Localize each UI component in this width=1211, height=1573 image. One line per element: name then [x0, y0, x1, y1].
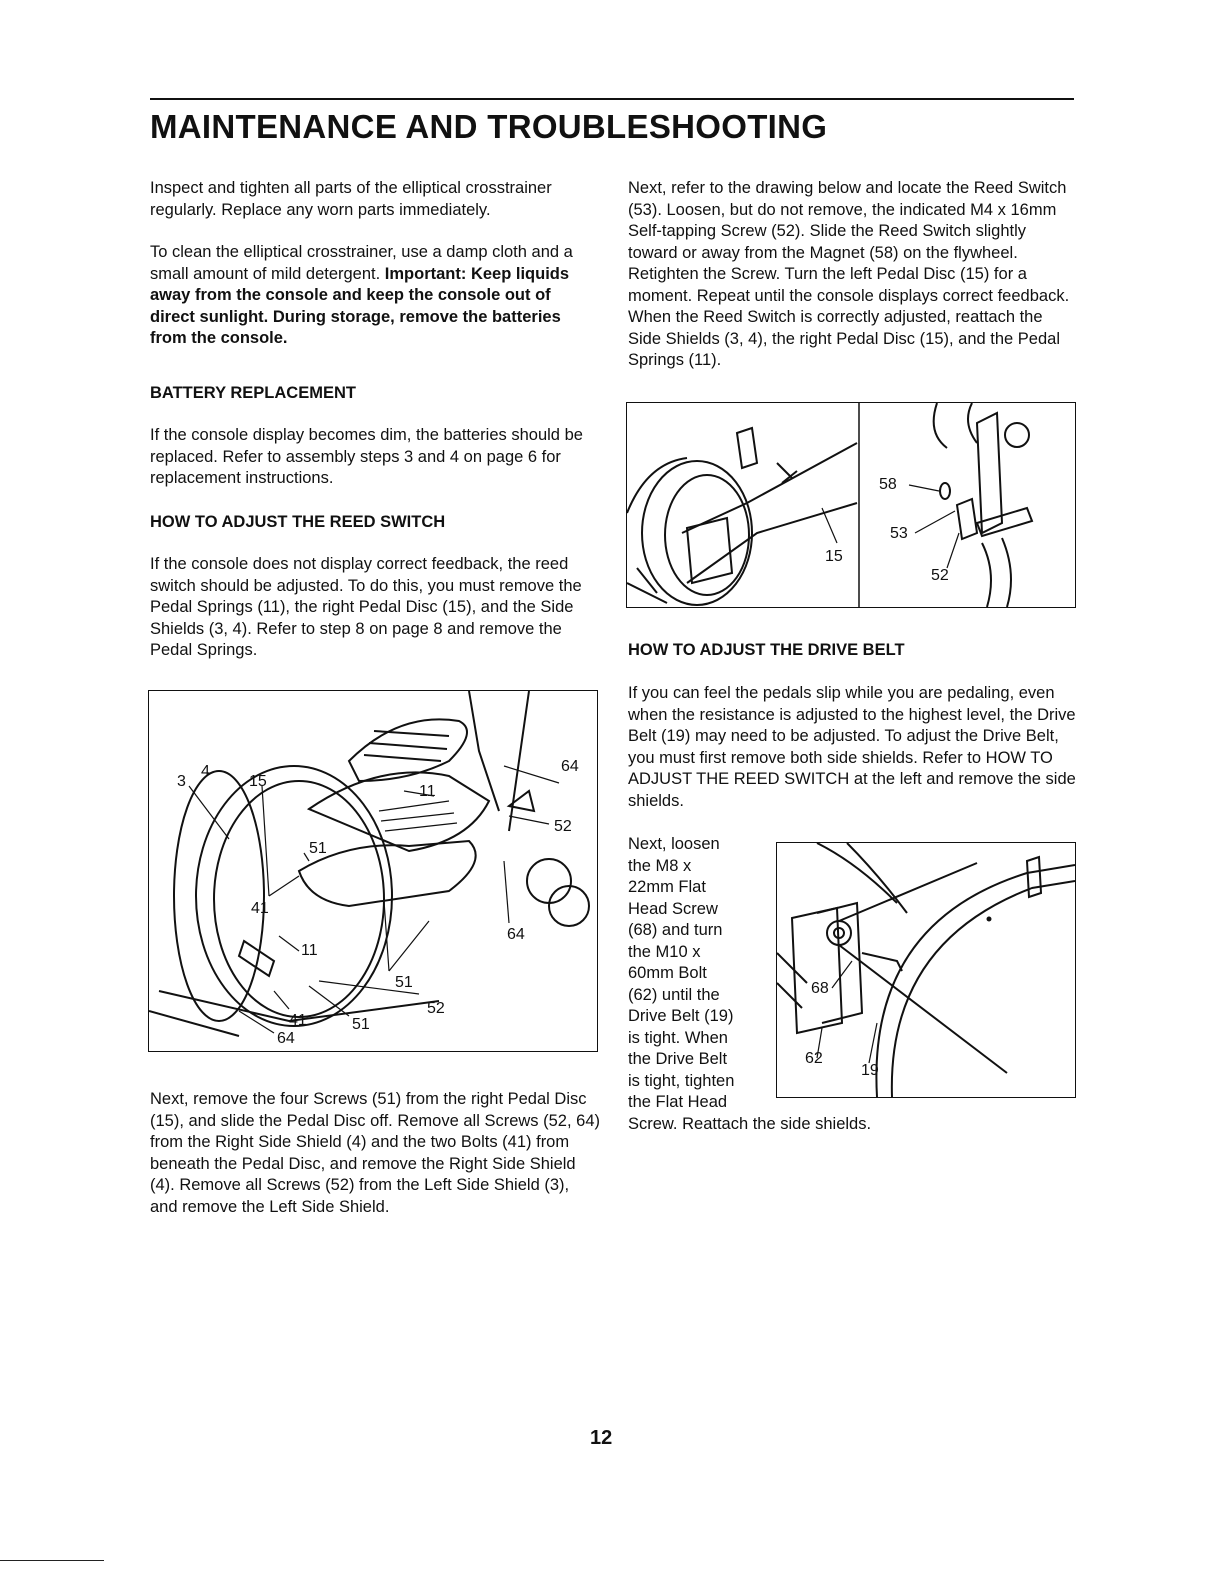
- belt-step-line: 60mm Bolt: [628, 964, 707, 982]
- belt-steps-column: [628, 834, 872, 1135]
- reed-switch-paragraph: If the console does not display correct feedback, the reed switch should be adjusted. To do this, you must remove the Pedal Springs (11), the right Pedal Disc (15), and the Side Shields (3, 4). Refer to step 8 on page 8 and remove the Pedal Springs.: [150, 555, 582, 659]
- flywheel: [642, 461, 752, 605]
- drive-belt-paragraph: If you can feel the pedals slip while you are pedaling, even when the resistance is adjusted to the highest level, the Drive Belt (19) may need to be adjusted. To adjust the Drive Belt, you must first remove both side shields. Refer to HOW TO ADJUST THE REED SWITCH at the left and remove the side shields.: [628, 684, 1076, 810]
- intro-paragraph: Inspect and tighten all parts of the elliptical crosstrainer regularly. Replace any worn parts immediately.: [150, 179, 552, 219]
- reed-switch-figure: [626, 402, 1076, 608]
- fig1-label: 41: [251, 900, 269, 917]
- belt-step-line: Head Screw: [628, 899, 718, 918]
- battery-heading: BATTERY REPLACEMENT: [150, 384, 356, 402]
- fig1-label: 64: [277, 1030, 295, 1047]
- leader-41-bottom: [274, 991, 289, 1009]
- removal-paragraph: Next, remove the four Screws (51) from the right Pedal Disc (15), and slide the Pedal Disc off. Remove all Screws (52, 64) from the Right Side Shield (4) and the two Bolts (41) from beneath the Pedal Disc, and remove the Right Side Shield (4). Remove all Screws (52) from the Left Side Shield (3), and remove the Left Side Shield.: [150, 1090, 600, 1216]
- belt-step-line: Screw. Reattach the side shields.: [628, 1114, 872, 1133]
- frame-lines-left: [777, 953, 807, 1008]
- flywheel-edge-inner: [892, 881, 1075, 1097]
- drive-belt-heading: HOW TO ADJUST THE DRIVE BELT: [628, 641, 905, 659]
- leader-11-mid: [279, 936, 299, 951]
- fig1-label: 51: [309, 840, 327, 857]
- reed-adjust-paragraph: Next, refer to the drawing below and locate the Reed Switch (53). Loosen, but do not remove, the indicated M4 x 16mm Self-tapping Screw (52). Slide the Reed Switch slightly toward or away from the Magnet (58) on the flywheel. Retighten the Screw. Turn the left Pedal Disc (15) for a moment. Repeat until the console displays correct feedback. When the Reed Switch is correctly adjusted, reattach the Side Shields (3, 4), the right Pedal Disc (15), and the Pedal Springs (11).: [628, 179, 1070, 369]
- battery-paragraph: If the console display becomes dim, the batteries should be replaced. Refer to assembly steps 3 and 4 on page 6 for replacement instructions.: [150, 426, 583, 487]
- fig2-label: 53: [890, 525, 908, 542]
- belt-step-line: Next, loosen: [628, 835, 720, 853]
- fig1-label: 64: [561, 758, 579, 775]
- cleaning-text: To clean the elliptical crosstrainer, use a damp cloth and a small amount of mild detergent.: [150, 243, 573, 283]
- bracket-top: [737, 428, 757, 468]
- fig2-label: 52: [931, 567, 949, 584]
- belt-step-line: the M10 x: [628, 942, 701, 961]
- disc-marker: [987, 917, 992, 922]
- leader-52-reed: [947, 533, 959, 568]
- disc-arc-inner: [968, 403, 977, 443]
- page-number: 12: [590, 1427, 613, 1449]
- side-shield-drawing: [149, 691, 597, 1051]
- leader-53: [915, 511, 955, 533]
- fig1-label: 4: [201, 763, 210, 780]
- reed-switch-drawing: [627, 403, 1075, 607]
- side-shield-figure: [148, 690, 598, 1052]
- fig1-label: 3: [177, 773, 186, 790]
- fig1-label: 15: [249, 773, 267, 790]
- fig1-label: 51: [395, 974, 413, 991]
- leader-15-reed: [822, 508, 837, 543]
- wheel-right: [527, 859, 571, 903]
- belt-step-line: is tight. When: [628, 1028, 728, 1047]
- drive-belt-line: [839, 863, 1007, 1073]
- disc-arc: [934, 403, 947, 448]
- fig1-label: 11: [301, 942, 318, 959]
- fig1-label: 11: [419, 783, 436, 800]
- pedal-arm-top: [309, 772, 489, 851]
- pedal-disc-inner: [214, 781, 384, 1017]
- leader-19: [869, 1023, 877, 1063]
- reed-switch-heading: HOW TO ADJUST THE REED SWITCH: [150, 513, 446, 531]
- disc-fins: [379, 801, 457, 831]
- fig1-label: 41: [289, 1012, 307, 1029]
- cleaning-important: Important: Keep liquids away from the console and keep the console out of direct sunlight. During storage, remove the batteries from the console.: [150, 264, 570, 347]
- reed-switch-53: [957, 499, 977, 539]
- belt-step-line: 22mm Flat: [628, 878, 706, 896]
- belt-step-line: is tight, tighten: [628, 1071, 735, 1090]
- fig1-label: 52: [427, 1000, 445, 1017]
- leader-64-top: [504, 766, 559, 783]
- footer-rule: [0, 1560, 104, 1561]
- fig3-label: 19: [861, 1062, 879, 1079]
- fig3-label: 68: [811, 980, 829, 997]
- pedal-treads: [364, 731, 449, 761]
- leader-58: [909, 485, 939, 491]
- flywheel-shield-rim: [174, 771, 264, 1021]
- reed-bracket: [977, 413, 1002, 533]
- belt-step-line: (62) until the: [628, 985, 720, 1004]
- fig3-label: 62: [805, 1050, 823, 1067]
- idler-bracket: [792, 908, 842, 1033]
- magnet-bracket: [777, 463, 797, 483]
- frame-upright: [469, 691, 529, 831]
- top-clip: [1027, 857, 1041, 897]
- flywheel-edge: [876, 865, 1075, 1097]
- cleaning-paragraph: [150, 242, 600, 350]
- fig1-label: 64: [507, 926, 525, 943]
- belt-step-line: the Flat Head: [628, 1093, 728, 1111]
- drive-belt-drawing: [777, 843, 1075, 1097]
- leader-68: [832, 961, 852, 988]
- flywheel-inner: [665, 475, 749, 595]
- belt-step-line: the M8 x: [628, 856, 692, 875]
- page-title: MAINTENANCE AND TROUBLESHOOTING: [150, 108, 828, 145]
- leader-52-top: [509, 816, 549, 824]
- leader-41-top: [269, 876, 299, 896]
- drive-belt-figure: [776, 842, 1076, 1098]
- belt-step-line: (68) and turn: [628, 921, 723, 939]
- bolt-bracket: [239, 941, 274, 976]
- fig2-label: 15: [825, 548, 843, 565]
- fig1-label: 51: [352, 1016, 370, 1033]
- magnet-58: [940, 483, 950, 499]
- fig1-label: 52: [554, 818, 572, 835]
- fig2-label: 58: [879, 476, 897, 493]
- belt-step-line: Drive Belt (19): [628, 1007, 734, 1025]
- magnet-disc: [1005, 423, 1029, 447]
- base-corner: [627, 568, 667, 603]
- belt-step-line: the Drive Belt: [628, 1050, 728, 1068]
- leader-64-mid: [504, 861, 509, 923]
- header-rule: [150, 98, 1074, 100]
- wire-loop: [982, 538, 1011, 607]
